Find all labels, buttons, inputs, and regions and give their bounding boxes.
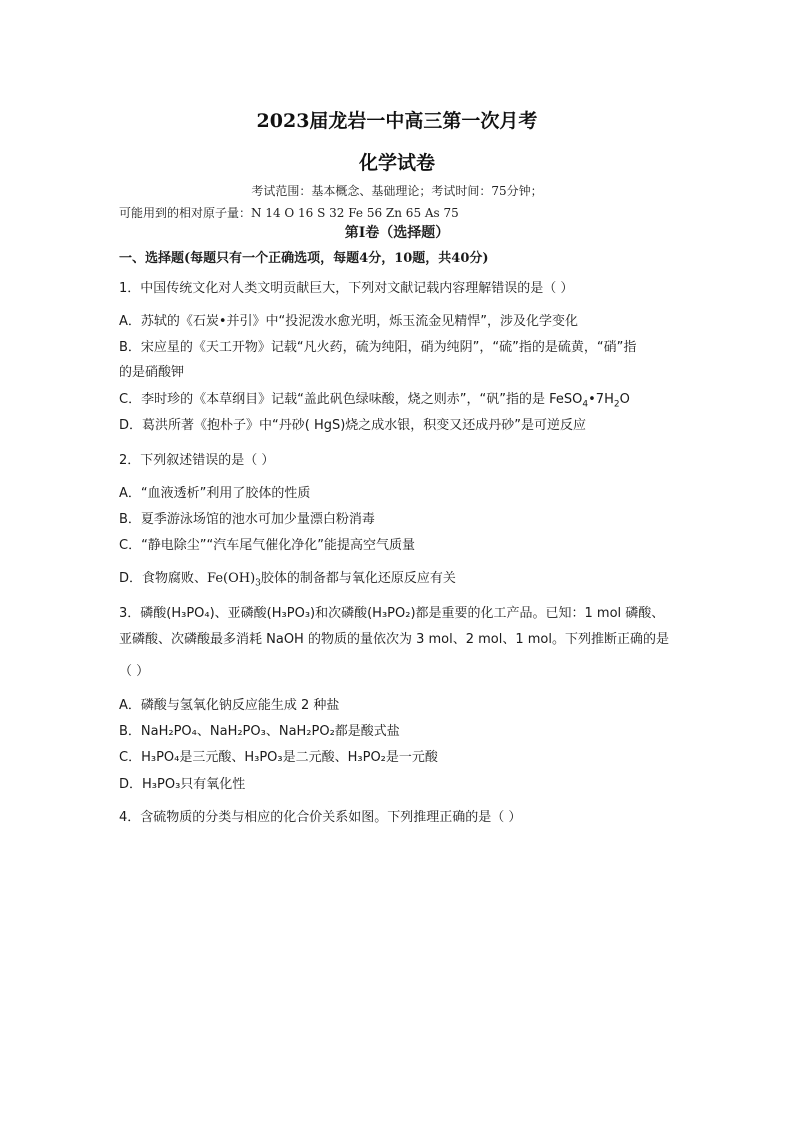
q1-c-sub-2: 2 xyxy=(613,399,620,410)
q1-c-text: C．李时珍的《本草纲目》记载“盖此矾色绿味酸，烧之则赤”，“矾”指的是 FeSO xyxy=(119,392,583,407)
q2-d-sub: 3 xyxy=(255,578,261,589)
q2-d-text-2: 胶体的制备都与氧化还原反应有关 xyxy=(260,571,456,586)
q2-d-formula: Fe(OH) xyxy=(207,571,256,586)
q3-stem-paren: （ ） xyxy=(119,664,150,679)
q2-option-d xyxy=(119,570,456,588)
q2-stem: 2．下列叙述错误的是（ ） xyxy=(119,453,275,468)
q1-option-a: A．苏轼的《石炭•并引》中“投泥泼水愈光明，烁玉流金见精悍”，涉及化学变化 xyxy=(119,314,579,329)
q3-option-b: B．NaH₂PO₄、NaH₂PO₃、NaH₂PO₂都是酸式盐 xyxy=(119,724,400,739)
q3-stem: 3．磷酸(H₃PO₄)、亚磷酸(H₃PO₃)和次磷酸(H₃PO₂)都是重要的化工产品。已知：1 mol 磷酸、 xyxy=(119,606,665,621)
q4-stem: 4．含硫物质的分类与相应的化合价关系如图。下列推理正确的是（ ） xyxy=(119,810,522,825)
q2-d-text: D．食物腐败、 xyxy=(119,571,208,586)
q1-stem: 1．中国传统文化对人类文明贡献巨大，下列对文献记载内容理解错误的是（ ） xyxy=(119,281,574,296)
q1-option-b-cont: 的是硝酸钾 xyxy=(119,365,185,380)
part-title: 一、选择题(每题只有一个正确选项，每题4分，10题，共40分) xyxy=(119,251,489,266)
q1-option-b: B．宋应星的《天工开物》记载“凡火药，硫为纯阳，硝为纯阴”，“硫”指的是硫黄，“硝”指 xyxy=(119,340,637,355)
volume-title: 第I卷（选择题） xyxy=(344,225,450,241)
q2-option-a: A．“血液透析”利用了胶体的性质 xyxy=(119,486,311,501)
q3-option-a: A．磷酸与氢氧化钠反应能生成 2 种盐 xyxy=(119,698,340,713)
subject-title: 化学试卷 xyxy=(358,152,435,174)
q1-c-text-2: •7H xyxy=(588,392,614,407)
q1-c-text-3: O xyxy=(619,392,630,407)
q1-option-c xyxy=(119,391,630,409)
q3-option-c: C．H₃PO₄是三元酸、H₃PO₃是二元酸、H₃PO₂是一元酸 xyxy=(119,750,438,765)
q2-option-b: B．夏季游泳场馆的池水可加少量漂白粉消毒 xyxy=(119,512,375,527)
q1-option-d: D．葛洪所著《抱朴子》中“丹砂( HgS)烧之成水银，积变又还成丹砂”是可逆反应 xyxy=(119,418,587,433)
exam-info: 考试范围：基本概念、基础理论；考试时间：75分钟； xyxy=(251,184,543,198)
q3-stem-cont: 亚磷酸、次磷酸最多消耗 NaOH 的物质的量依次为 3 mol、2 mol、1 mol。下列推断正确的是 xyxy=(119,632,669,647)
q1-c-sub: 4 xyxy=(582,399,589,410)
q2-option-c: C．“静电除尘”“汽车尾气催化净化”能提高空气质量 xyxy=(119,538,416,553)
atomic-masses: 可能用到的相对原子量：N 14 O 16 S 32 Fe 56 Zn 65 As 75 xyxy=(119,206,459,220)
exam-title: 2023届龙岩一中高三第一次月考 xyxy=(256,110,538,132)
q3-option-d: D．H₃PO₃只有氧化性 xyxy=(119,777,246,792)
